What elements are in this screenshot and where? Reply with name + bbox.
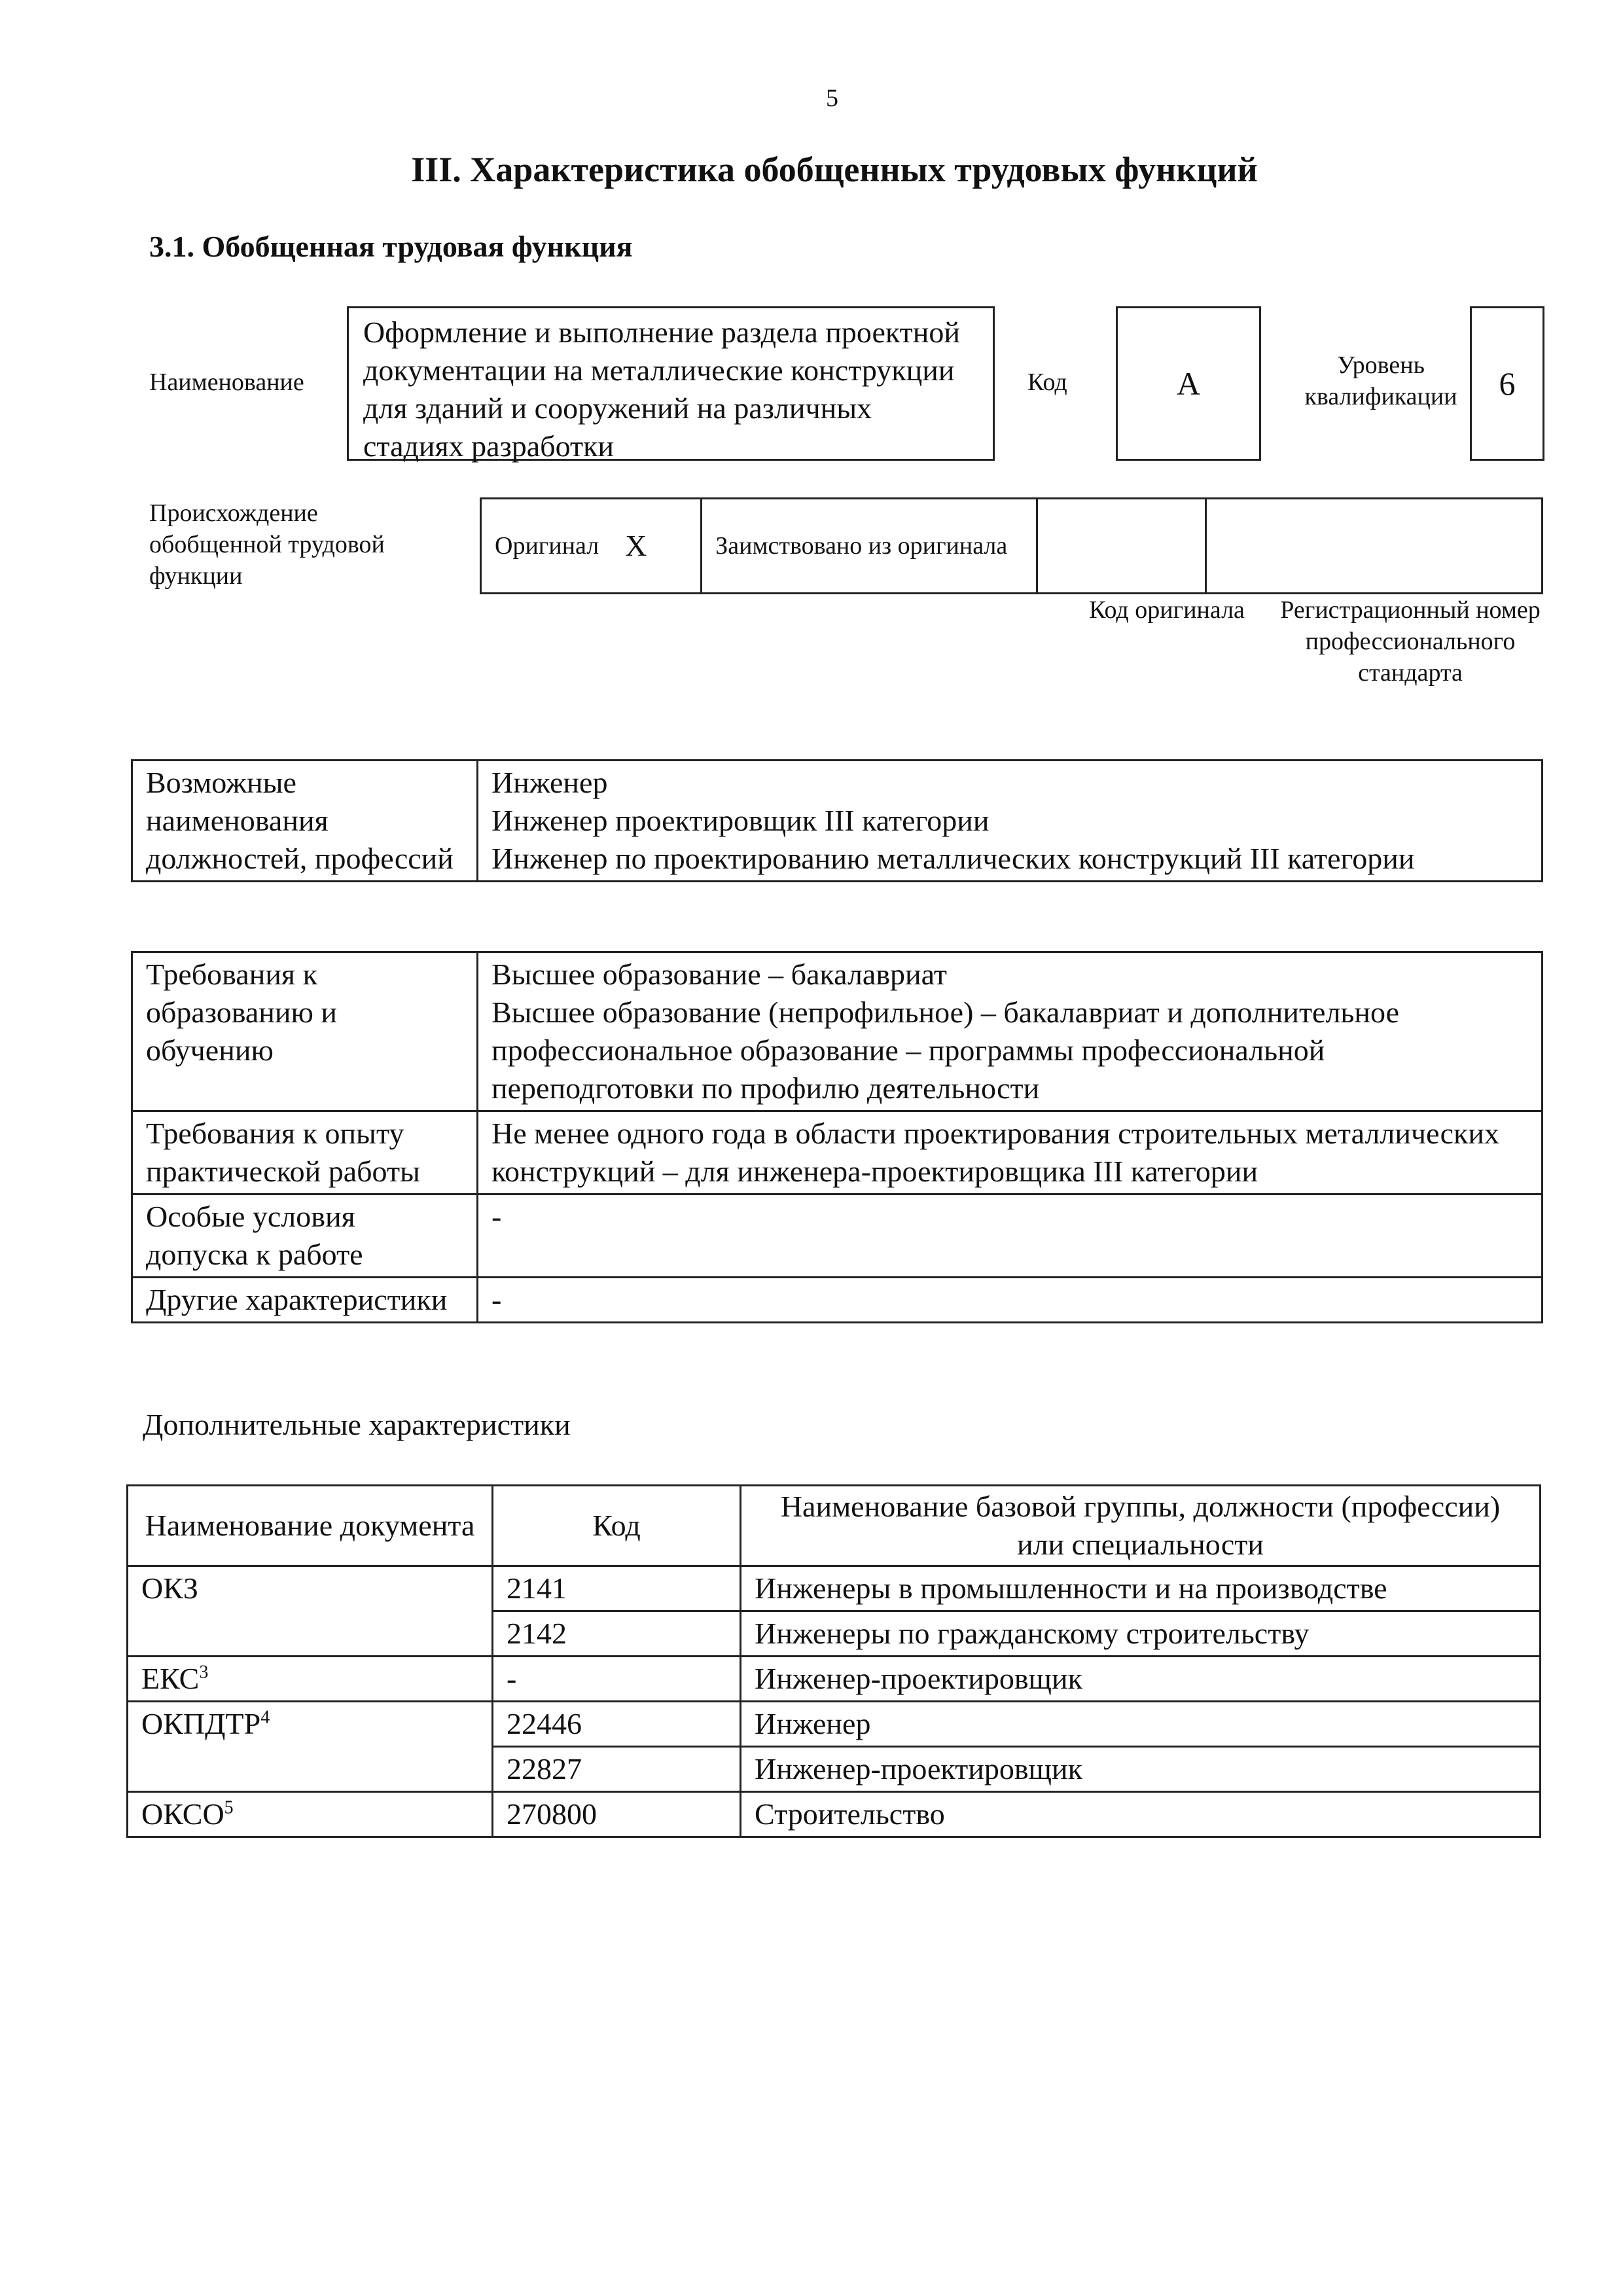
special-conditions-value: -	[478, 1194, 1543, 1278]
position-item: Инженер по проектированию металлических конструкций III категории	[491, 842, 1415, 875]
positions-label: Возможные наименования должностей, профессий	[132, 761, 478, 882]
name-label: Наименование	[149, 368, 304, 396]
doc-cell	[128, 1657, 493, 1702]
extra-characteristics-title: Дополнительные характеристики	[143, 1408, 571, 1441]
code-cell: 2142	[493, 1611, 741, 1657]
doc-name: ОКСО	[141, 1797, 224, 1831]
experience-label: Требования к опыту практической работы	[132, 1111, 478, 1194]
table-row	[128, 1702, 1541, 1747]
education-value	[478, 952, 1543, 1111]
doc-cell	[128, 1566, 493, 1657]
code-cell: 22827	[493, 1747, 741, 1792]
doc-name: ЕКС	[141, 1662, 200, 1695]
footnote-ref: 3	[199, 1662, 209, 1683]
original-code-caption: Код оригинала	[1089, 596, 1245, 624]
special-conditions-label: Особые условия допуска к работе	[132, 1194, 478, 1278]
original-mark: X	[612, 499, 702, 594]
name-cell: Инженер	[741, 1702, 1541, 1747]
positions-list	[478, 761, 1543, 882]
table-row	[128, 1566, 1541, 1611]
column-header-code: Код	[493, 1486, 741, 1566]
extra-characteristics-table	[126, 1484, 1541, 1838]
doc-cell	[128, 1792, 493, 1837]
name-cell: Строительство	[741, 1792, 1541, 1837]
footnote-ref: 5	[224, 1797, 234, 1818]
positions-table	[131, 759, 1543, 882]
table-row	[128, 1657, 1541, 1702]
doc-name: ОКПДТР	[141, 1707, 261, 1740]
column-header-document: Наименование документа	[128, 1486, 493, 1566]
requirements-table	[131, 951, 1543, 1323]
subsection-title: 3.1. Обобщенная трудовая функция	[149, 230, 633, 263]
position-item: Инженер	[491, 766, 608, 799]
other-characteristics-value: -	[478, 1278, 1543, 1323]
footnote-ref: 4	[260, 1707, 270, 1728]
registration-number-caption: Регистрационный номер профессионального стандарта	[1280, 596, 1541, 687]
doc-cell	[128, 1702, 493, 1792]
code-cell: 2141	[493, 1566, 741, 1611]
education-label: Требования к образованию и обучению	[132, 952, 478, 1111]
function-name-box: Оформление и выполнение раздела проектной документации на металлические конструкции для зданий и сооружений на различных стадиях разработки	[347, 306, 995, 461]
table-row	[128, 1792, 1541, 1837]
column-header-name: Наименование базовой группы, должности (профессии) или специальности	[741, 1486, 1541, 1566]
requirement-line: Не менее одного года в области проектирования строительных металлических конструкций – для инженера-проектировщика III категории	[491, 1117, 1500, 1188]
requirement-line: Высшее образование – бакалавриат	[491, 958, 947, 991]
name-cell: Инженеры в промышленности и на производстве	[741, 1566, 1541, 1611]
name-cell: Инженер-проектировщик	[741, 1747, 1541, 1792]
experience-value	[478, 1111, 1543, 1194]
name-cell: Инженеры по гражданскому строительству	[741, 1611, 1541, 1657]
borrowed-label: Заимствовано из оригинала	[702, 499, 1037, 594]
registration-number-cell	[1206, 499, 1543, 594]
section-title: III. Характеристика обобщенных трудовых функций	[411, 150, 1258, 189]
code-label: Код	[1027, 368, 1067, 396]
origin-label: Происхождение обобщенной трудовой функции	[149, 499, 385, 590]
other-characteristics-label: Другие характеристики	[132, 1278, 478, 1323]
qualification-level-box	[1470, 306, 1544, 461]
doc-name: ОКЗ	[141, 1571, 198, 1605]
original-code-cell	[1037, 499, 1206, 594]
page-number: 5	[826, 84, 838, 112]
code-value: А	[1176, 365, 1201, 402]
position-item: Инженер проектировщик III категории	[491, 804, 990, 837]
code-cell: -	[493, 1657, 741, 1702]
qualification-level-value: 6	[1499, 365, 1516, 402]
name-cell: Инженер-проектировщик	[741, 1657, 1541, 1702]
requirement-line: Высшее образование (непрофильное) – бакалавриат и дополнительное профессиональное образование – программы профессиональной переподготовки по профилю деятельности	[491, 996, 1400, 1105]
qualification-level-label: Уровень квалификации	[1304, 351, 1457, 410]
code-cell: 270800	[493, 1792, 741, 1837]
origin-table	[480, 497, 1543, 594]
code-cell: 22446	[493, 1702, 741, 1747]
original-label: Оригинал	[481, 499, 613, 594]
code-value-box	[1116, 306, 1261, 461]
